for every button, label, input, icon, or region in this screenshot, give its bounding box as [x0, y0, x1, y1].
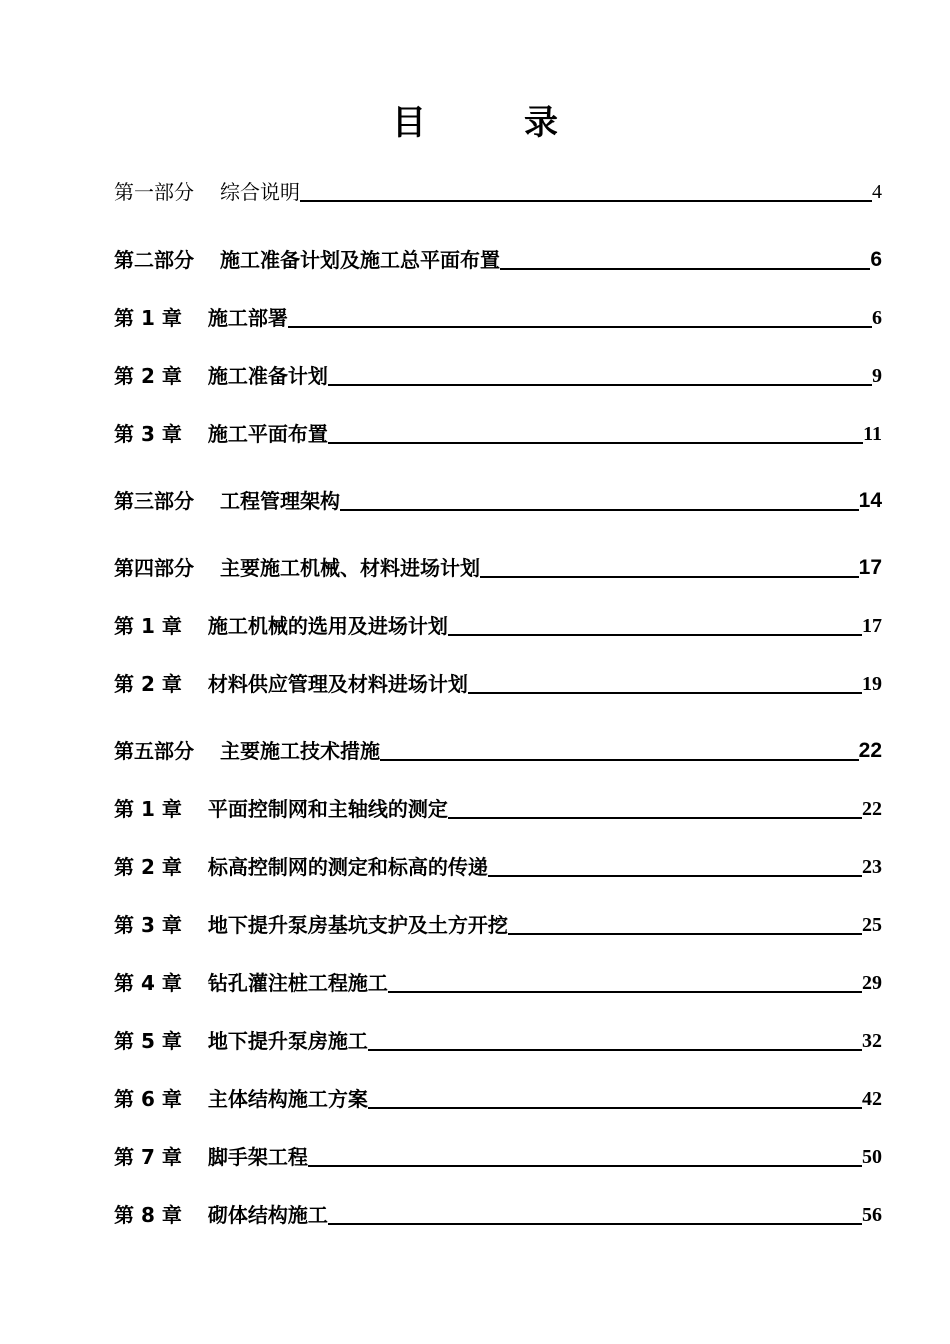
toc-entry-text: 综合说明 — [220, 180, 300, 204]
toc-entry-text: 主体结构施工方案 — [207, 1087, 368, 1111]
toc-entry-page: 22 — [858, 739, 882, 762]
toc-entry-page: 50 — [862, 1146, 882, 1168]
toc-entry[interactable] — [114, 1081, 882, 1111]
toc-entry[interactable] — [114, 849, 882, 879]
toc-entry-prefix: 第 2 章 — [114, 855, 182, 879]
toc-entry-page: 14 — [858, 489, 882, 512]
toc-leader — [488, 874, 862, 877]
toc-entry-text: 主要施工机械、材料进场计划 — [220, 556, 480, 580]
toc-entry-prefix: 第 1 章 — [114, 614, 182, 638]
toc-entry-page: 9 — [872, 365, 882, 387]
toc-entry[interactable] — [114, 300, 882, 330]
toc-leader — [380, 758, 859, 761]
toc-entry[interactable] — [114, 666, 882, 696]
toc-entry-prefix: 第 2 章 — [114, 364, 182, 388]
toc-entry-page: 6 — [870, 248, 882, 271]
toc-entry[interactable] — [114, 358, 882, 388]
toc-leader — [448, 816, 862, 819]
toc-entry-page: 17 — [862, 615, 882, 637]
toc-entry-prefix: 第 3 章 — [114, 913, 182, 937]
toc-entry-page: 32 — [862, 1030, 882, 1052]
toc-leader — [328, 441, 863, 444]
toc-entry[interactable] — [114, 550, 882, 580]
toc-entry[interactable] — [114, 907, 882, 937]
toc-entry-page: 17 — [858, 556, 882, 579]
toc-leader — [468, 691, 862, 694]
toc-entry-prefix: 第 2 章 — [114, 672, 182, 696]
toc-leader — [368, 1048, 862, 1051]
toc-entry-prefix: 第 6 章 — [114, 1087, 182, 1111]
toc-entry-page: 4 — [872, 181, 882, 203]
toc-entry-prefix: 第五部分 — [114, 739, 194, 763]
toc-entry-page: 29 — [862, 972, 882, 994]
toc-leader — [308, 1164, 862, 1167]
toc-entry-text: 砌体结构施工 — [207, 1203, 328, 1227]
toc-entry-prefix: 第四部分 — [114, 556, 194, 580]
toc-leader — [480, 575, 859, 578]
toc-entry[interactable] — [114, 1197, 882, 1227]
toc-entry[interactable] — [114, 733, 882, 763]
toc-entry-text: 钻孔灌注桩工程施工 — [207, 971, 388, 995]
toc-entry-text: 脚手架工程 — [207, 1145, 308, 1169]
toc-entry[interactable] — [114, 483, 882, 513]
toc-entry-text: 主要施工技术措施 — [220, 739, 380, 763]
toc-entry-page: 23 — [862, 856, 882, 878]
toc-entry-text: 施工机械的选用及进场计划 — [207, 614, 448, 638]
toc-leader — [388, 990, 862, 993]
toc-entry-text: 施工部署 — [207, 306, 288, 330]
toc-entry-prefix: 第 7 章 — [114, 1145, 182, 1169]
toc-entry-prefix: 第 4 章 — [114, 971, 182, 995]
toc-entry[interactable] — [114, 174, 882, 204]
toc-entry-page: 25 — [862, 914, 882, 936]
toc-entry-page: 56 — [862, 1204, 882, 1226]
toc-entry-page: 42 — [862, 1088, 882, 1110]
toc-leader — [328, 383, 872, 386]
toc-entry-prefix: 第 1 章 — [114, 797, 182, 821]
toc-leader — [508, 932, 862, 935]
toc-entry[interactable] — [114, 791, 882, 821]
toc-entry-text: 材料供应管理及材料进场计划 — [207, 672, 468, 696]
toc-entry-text: 平面控制网和主轴线的测定 — [207, 797, 448, 821]
toc-leader — [288, 325, 872, 328]
toc-entry-text: 施工准备计划及施工总平面布置 — [220, 248, 500, 272]
toc-leader — [500, 267, 870, 270]
toc-leader — [340, 508, 859, 511]
toc-entry-page: 11 — [863, 423, 882, 445]
toc-entry[interactable] — [114, 965, 882, 995]
toc-entry-prefix: 第 5 章 — [114, 1029, 182, 1053]
toc-entry-prefix: 第 8 章 — [114, 1203, 182, 1227]
toc-entry[interactable] — [114, 1139, 882, 1169]
page-title: 目 录 — [392, 103, 590, 143]
toc-entry-prefix: 第三部分 — [114, 489, 194, 513]
toc-entry-text: 工程管理架构 — [220, 489, 340, 513]
toc-entry[interactable] — [114, 242, 882, 272]
toc-entry-page: 19 — [862, 673, 882, 695]
toc-entry-page: 6 — [872, 307, 882, 329]
toc-entry-prefix: 第 1 章 — [114, 306, 182, 330]
toc-entry-text: 地下提升泵房基坑支护及土方开挖 — [207, 913, 508, 937]
toc-entry[interactable] — [114, 416, 882, 446]
toc-leader — [448, 633, 862, 636]
toc-leader — [368, 1106, 862, 1109]
toc-entry-prefix: 第二部分 — [114, 248, 194, 272]
toc-entry-prefix: 第一部分 — [114, 180, 194, 204]
toc-leader — [328, 1222, 862, 1225]
toc-entry-text: 地下提升泵房施工 — [207, 1029, 368, 1053]
toc-entry-prefix: 第 3 章 — [114, 422, 182, 446]
toc-entry-text: 标高控制网的测定和标高的传递 — [207, 855, 488, 879]
toc-entry-text: 施工准备计划 — [207, 364, 328, 388]
toc-entry[interactable] — [114, 1023, 882, 1053]
toc-entry[interactable] — [114, 608, 882, 638]
toc-entry-page: 22 — [862, 798, 882, 820]
toc-leader — [300, 199, 872, 202]
toc-entry-text: 施工平面布置 — [207, 422, 328, 446]
